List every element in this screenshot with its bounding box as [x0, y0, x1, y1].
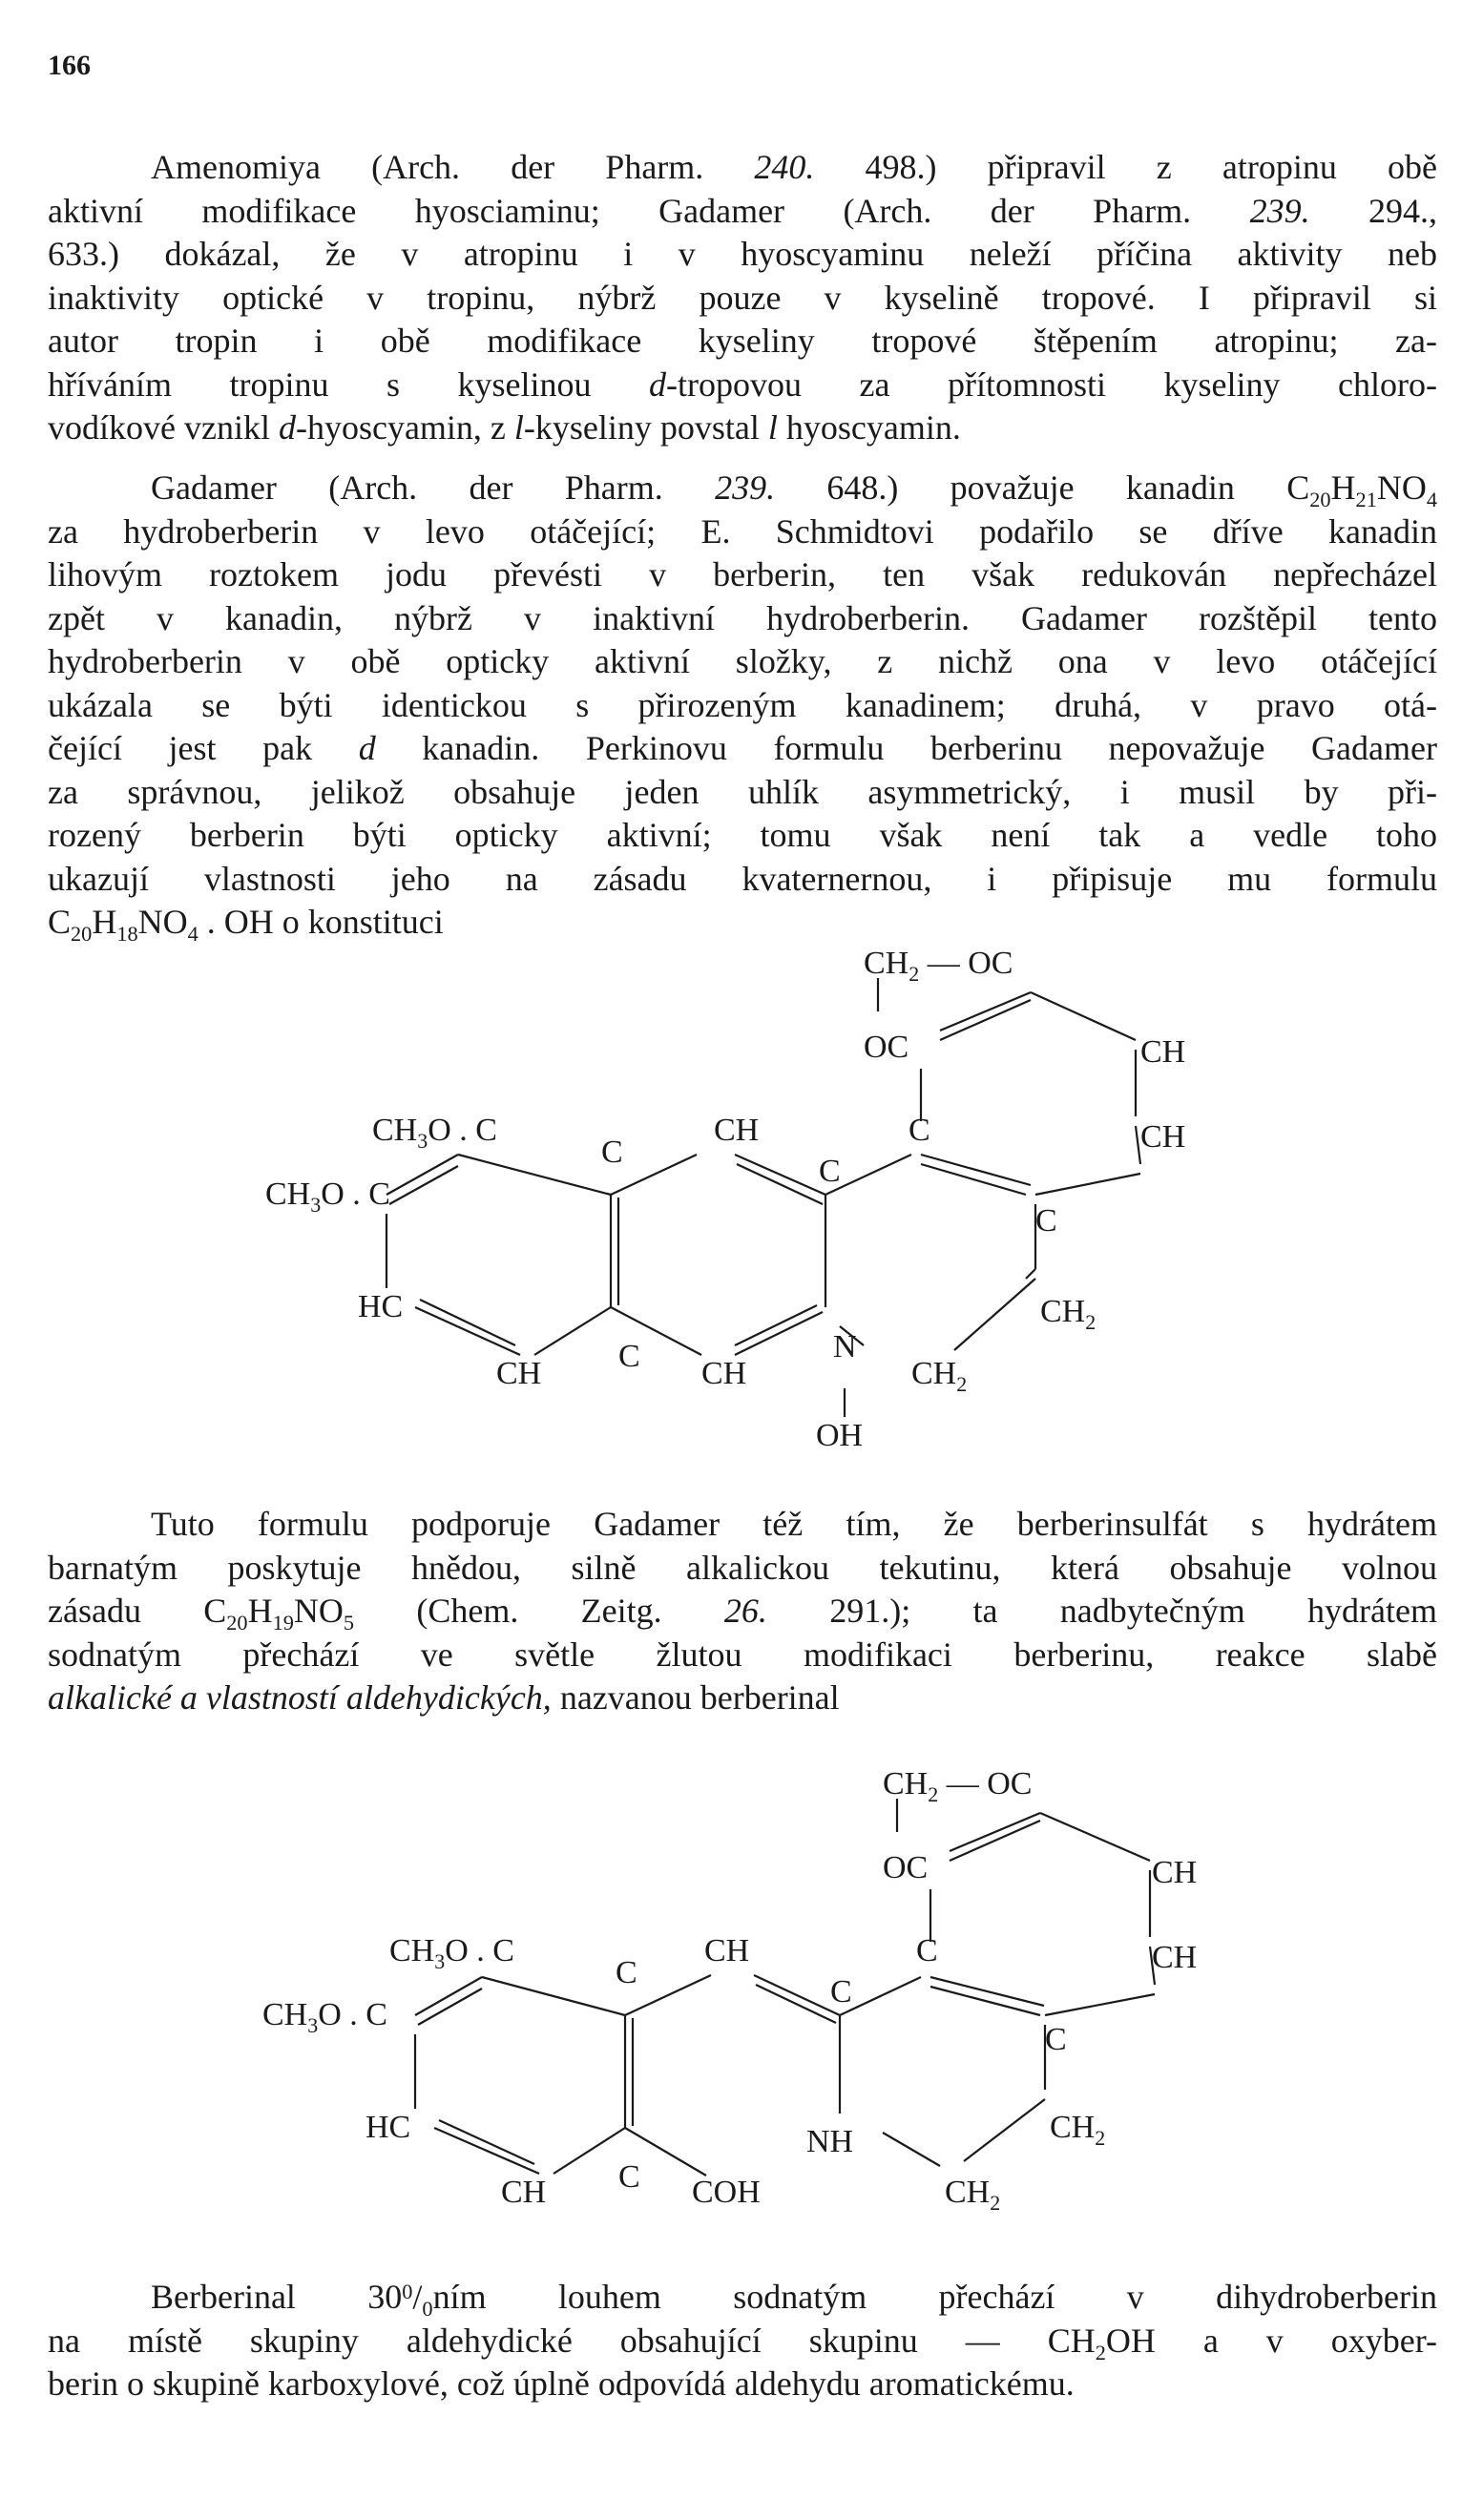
formula2-ch-bl: CH	[501, 2175, 547, 2210]
text-line: hydroberberin v obě opticky aktivní složky, z nichž ona v levo otáčející	[48, 642, 1437, 680]
formula1-ch2-r: $CH_2$	[1040, 1294, 1097, 1334]
formula1-c5: C	[618, 1339, 640, 1374]
text-line: sodnatým přechází ve světle žlutou modifikaci berberinu, reakce slabě	[48, 1635, 1437, 1674]
text-line: barnatým poskytuje hnědou, silně alkalickou tekutinu, která obsahuje volnou	[48, 1548, 1437, 1587]
text-line: rozený berberin býti opticky aktivní; tomu však není tak a vedle toho	[48, 816, 1437, 854]
formula2-c2: C	[830, 1974, 852, 2010]
text-line: ukázala se býti identickou s přirozeným kanadinem; druhá, v pravo otá-	[48, 685, 1437, 724]
text-line: Amenomiya (Arch. der Pharm. 240. 498.) připravil z atropinu obě	[151, 148, 1437, 186]
text-line: berin o skupině karboxylové, což úplně odpovídá aldehydu aromatickému.	[48, 2364, 1075, 2403]
formula1-n: N	[833, 1329, 857, 1364]
formula2-ch-a: CH	[1152, 1855, 1198, 1890]
text-line: $C_{20}H_{18}NO_4$ . OH o konstituci	[48, 903, 444, 946]
formula1-ch2-b: $CH_2$	[911, 1356, 968, 1396]
formula2-hc: HC	[366, 2110, 411, 2145]
paragraph-kanadin	[48, 467, 1437, 945]
formula2-c4: C	[1045, 2022, 1067, 2057]
formula2-ch2-b: $CH_2$	[945, 2175, 1001, 2215]
formula1-c3: C	[909, 1113, 930, 1148]
formula1-ch3o-c: $CH_3O$ . C	[372, 1113, 497, 1153]
text-line: hříváním tropinu s kyselinou d-tropovou za přítomnosti kyseliny chloro-	[48, 364, 1437, 404]
formula2-ch2-oc: $CH_2$ — OC	[883, 1766, 1033, 1806]
paragraph-berberinal	[48, 1503, 1437, 1720]
text-line: Tuto formulu podporuje Gadamer též tím, že berberinsulfát s hydrátem	[151, 1505, 1437, 1543]
paragraph-atropine	[48, 146, 1437, 450]
formula2-c3: C	[916, 1933, 938, 1968]
formula2-nh: NH	[806, 2124, 854, 2159]
formula1-hc: HC	[358, 1289, 404, 1324]
formula1-ch-a: CH	[1140, 1034, 1186, 1070]
formula2-coh: COH	[692, 2175, 761, 2210]
formula1-oh: OH	[816, 1418, 864, 1453]
text-line: aktivní modifikace hyosciaminu; Gadamer (Arch. der Pharm. 239. 294.,	[48, 191, 1438, 230]
formula2-ch2-r: $CH_2$	[1050, 2110, 1106, 2150]
formula1-ch-b: CH	[1140, 1119, 1186, 1155]
text-line: Berberinal $30^0/_0ním$ louhem sodnatým přechází v dihydroberberin	[151, 2278, 1437, 2321]
formula1-c2: C	[819, 1154, 841, 1189]
formula1-oc: OC	[864, 1030, 909, 1065]
text-line: na místě skupiny aldehydické obsahující skupinu — $CH_2OH$ a v oxyber-	[48, 2321, 1437, 2364]
text-line: za správnou, jelikož obsahuje jeden uhlík asymmetrický, i musil by při-	[48, 772, 1437, 811]
text-line: 633.) dokázal, že v atropinu i v hyoscyaminu neleží příčina aktivity neb	[48, 235, 1437, 273]
text-line: vodíkové vznikl d-hyoscyamin, z l-kyseliny povstal l hyoscyamin.	[48, 408, 961, 447]
berberinal-structural-formula	[0, 1746, 1483, 2223]
text-line: ukazují vlastnosti jeho na zásadu kvaternernou, i připisuje mu formulu	[48, 859, 1437, 898]
text-line: zpět v kanadin, nýbrž v inaktivní hydroberberin. Gadamer rozštěpil tento	[48, 598, 1437, 637]
text-line: zásadu $C_{20}H_{19}NO_5$ (Chem. Zeitg. 26. 291.); ta nadbytečným hydrátem	[48, 1592, 1437, 1635]
berberine-structural-formula	[0, 945, 1483, 1479]
paragraph-dihydroberberin	[48, 2276, 1437, 2406]
text-line: za hydroberberin v levo otáčející; E. Schmidtovi podařilo se dříve kanadin	[48, 511, 1437, 551]
formula2-ch3o-c: $CH_3O$ . C	[389, 1933, 514, 1973]
text-line: inaktivity optické v tropinu, nýbrž pouze v kyselině tropové. I připravil si	[48, 278, 1437, 317]
formula1-ch-bm: CH	[701, 1356, 747, 1391]
page-number: 166	[48, 50, 91, 81]
formula1-c4: C	[1035, 1203, 1057, 1239]
text-line: Gadamer (Arch. der Pharm. 239. 648.) považuje kanadin $C_{20}H_{21}NO_4$	[151, 469, 1437, 511]
text-line: autor tropin i obě modifikace kyseliny tropové štěpením atropinu; za-	[48, 322, 1437, 360]
formula2-c1: C	[616, 1955, 637, 1990]
formula1-ch-top: CH	[714, 1113, 760, 1148]
text-line: alkalické a vlastností aldehydických, nazvanou berberinal	[48, 1678, 840, 1717]
formula1-ch3o-c2: $CH_3O$ . C	[265, 1177, 390, 1217]
formula2-ch3o-c2: $CH_3O$ . C	[262, 1997, 387, 2037]
text-line: čející jest pak d kanadin. Perkinovu formulu berberinu nepovažuje Gadamer	[48, 729, 1437, 767]
formula2-ch-b: CH	[1152, 1940, 1198, 1975]
formula2-c5: C	[618, 2159, 640, 2195]
formula1-ch2-oc: $CH_2$ — OC	[864, 946, 1013, 986]
formula1-c1: C	[601, 1135, 623, 1170]
formula1-ch-bl: CH	[496, 1356, 542, 1391]
text-line: lihovým roztokem jodu převésti v berberin, ten však redukován nepřecházel	[48, 555, 1437, 594]
formula2-ch-top: CH	[704, 1933, 750, 1968]
formula2-oc: OC	[883, 1850, 929, 1885]
